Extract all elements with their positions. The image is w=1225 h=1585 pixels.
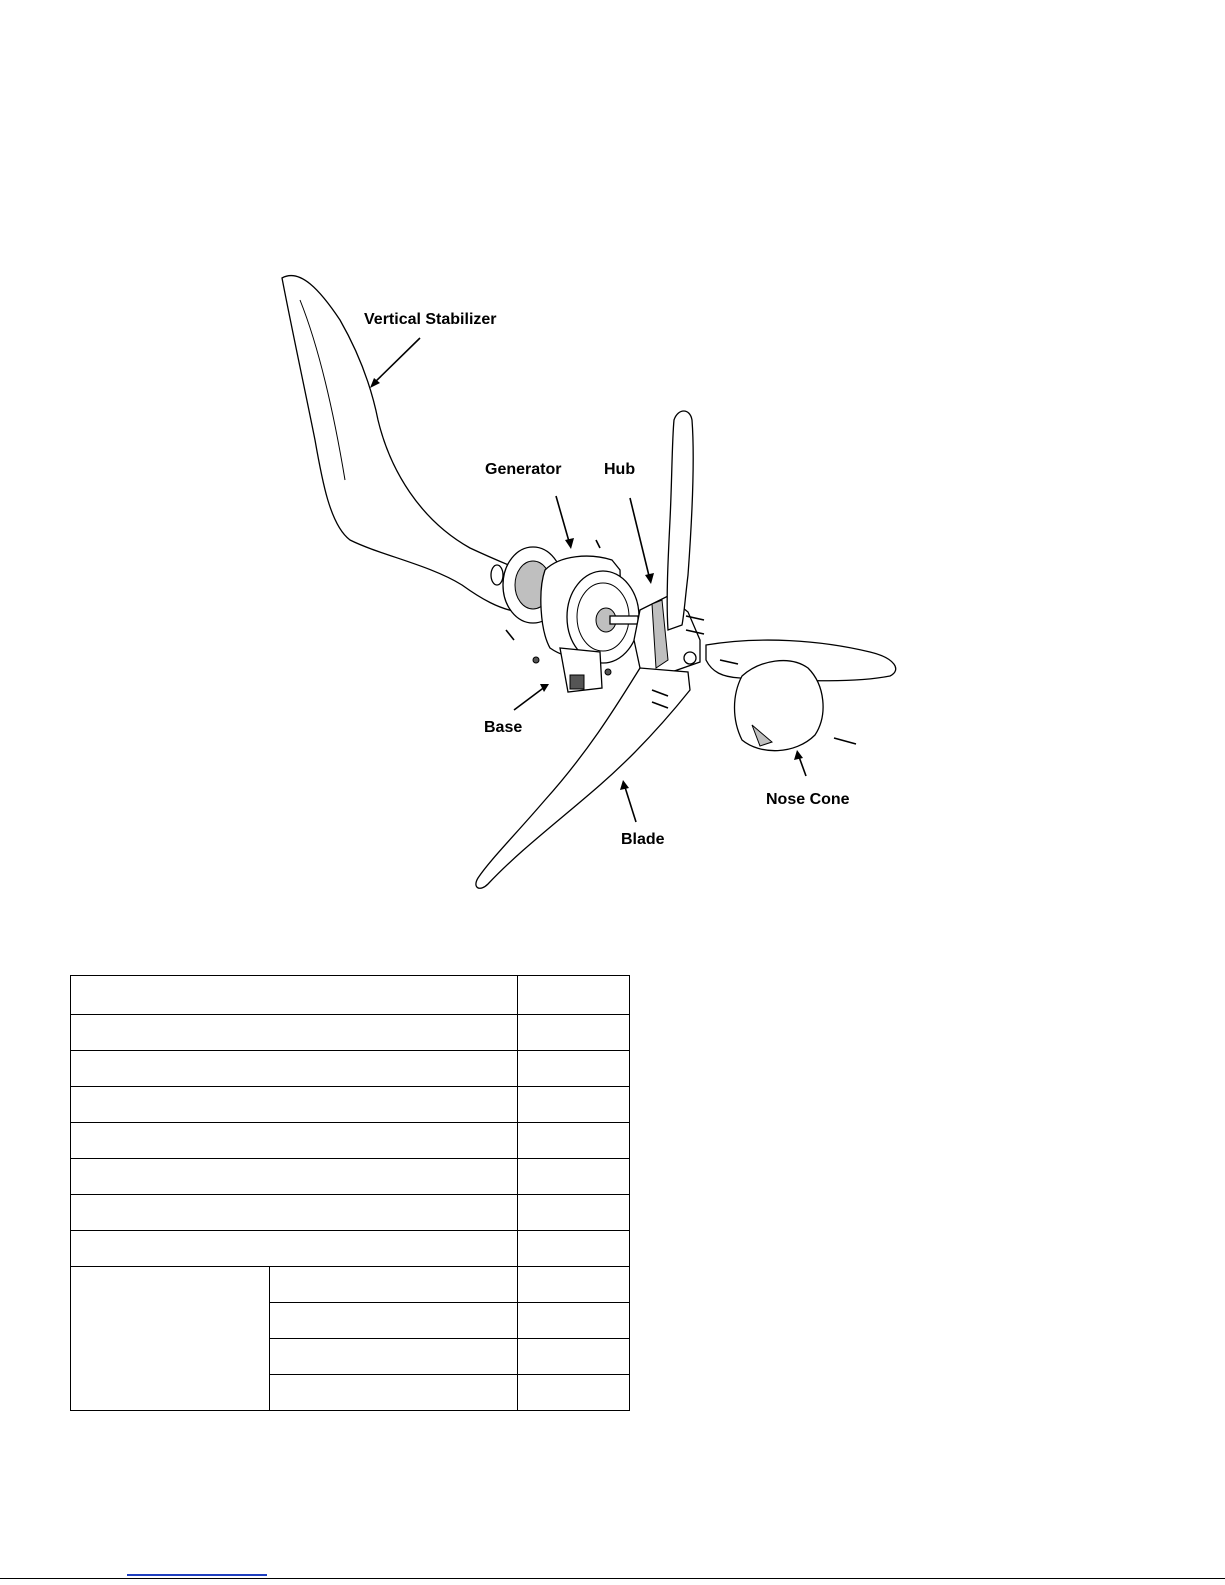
- table-row: [71, 1051, 630, 1087]
- label-generator: Generator: [485, 461, 562, 478]
- label-blade: Blade: [621, 831, 665, 848]
- label-base: Base: [484, 719, 523, 736]
- table-row: [71, 1087, 630, 1123]
- label-vertical-stabilizer: Vertical Stabilizer: [364, 311, 497, 328]
- lower-blade-part: [476, 668, 690, 888]
- upper-blade-part: [667, 411, 693, 630]
- table-row: [71, 1267, 630, 1303]
- table-row: [71, 1195, 630, 1231]
- table-row: [71, 976, 630, 1015]
- label-hub: Hub: [604, 461, 636, 478]
- table-row: [71, 1015, 630, 1051]
- footer-link-underline[interactable]: [127, 1574, 267, 1576]
- table-row: [71, 1231, 630, 1267]
- table-row: [71, 1159, 630, 1195]
- footer-rule: [0, 1578, 1225, 1579]
- label-nose-cone: Nose Cone: [766, 791, 850, 808]
- nose-cone-part: [735, 661, 824, 751]
- table-row: [71, 1123, 630, 1159]
- parts-table: [70, 975, 630, 1411]
